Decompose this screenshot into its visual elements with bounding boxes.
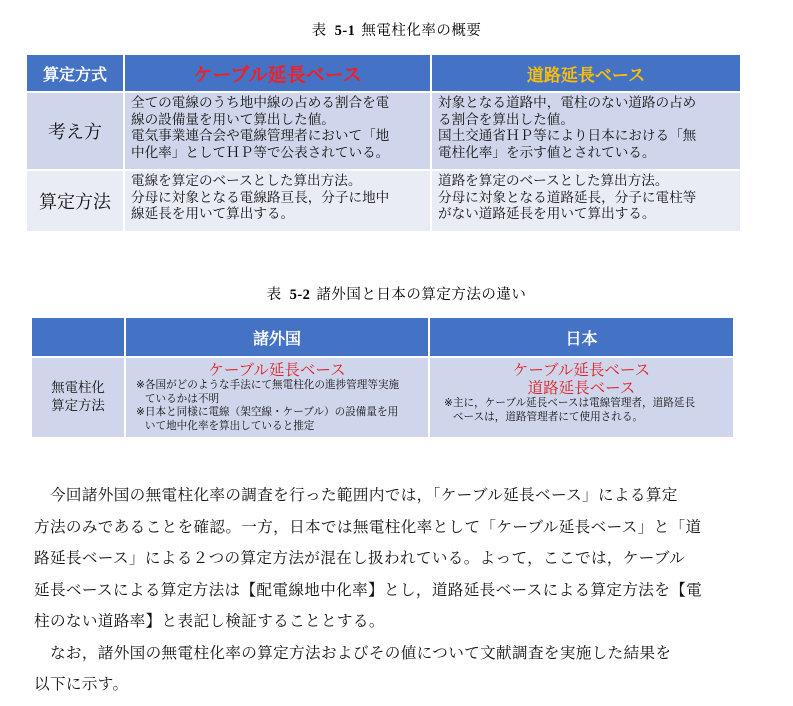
table1-row-label: 算定方法 (26, 170, 124, 232)
foreign-note (132, 379, 422, 433)
table1-row-concept (26, 92, 741, 170)
text-line: 方法のみであることを確認。一方，日本では無電柱化率として「ケーブル延長ベース」と「道 (34, 517, 702, 536)
table1-cable-cell (124, 92, 431, 170)
text-line: 日本と同様に電線（架空線・ケーブル）の設備量を用 (144, 406, 399, 418)
foreign-method: ケーブル延長ベース (208, 361, 346, 379)
table2-header-japan: 日本 (429, 317, 734, 357)
table2-row (31, 357, 734, 438)
body-text (34, 480, 754, 701)
paragraph (34, 638, 754, 701)
table2 (30, 316, 735, 439)
text-line: 路延長ベース」による２つの算定方法が混在し扱われている。よって，ここでは，ケーブル (34, 549, 686, 567)
note-mark: ※ (136, 406, 145, 418)
text-line: 電線を算定のベースとした算出方法。 (131, 173, 362, 189)
table1-header-road: 道路延長ベース (431, 54, 741, 92)
text-line: ているかは不明 (144, 392, 220, 405)
table1-caption (0, 19, 793, 40)
table1-header-row (26, 54, 741, 92)
text-line: ベースは，道路管理者にて使用される。 (452, 410, 644, 423)
text-line: がない道路延長を用いて算出する。 (438, 206, 656, 222)
text-line: 主に，ケーブル延長ベースは電線管理者，道路延長 (452, 397, 696, 409)
table1-caption-title: 無電柱化率の概要 (361, 23, 482, 39)
japan-note (436, 397, 727, 424)
table1-road-cell (431, 92, 741, 170)
table1-header-cable: ケーブル延長ベース (124, 54, 431, 92)
text-line: 道路を算定のベースとした算出方法。 (438, 173, 669, 189)
japan-method-cable: ケーブル延長ベース (512, 361, 651, 379)
table2-header-foreign: 諸外国 (125, 317, 429, 357)
table1 (25, 53, 742, 233)
table2-caption-prefix: 表 (266, 287, 282, 303)
note-mark: ※ (444, 397, 453, 409)
text-line: 線延長を用いて算出する。 (131, 206, 295, 222)
table2-japan-cell (429, 357, 734, 438)
table2-caption-title: 諸外国と日本の算定方法の違い (316, 287, 527, 303)
table2-row-label (31, 357, 125, 438)
table1-header-label: 算定方式 (26, 54, 124, 92)
table1-cable-cell (124, 170, 431, 232)
text-line: 電気事業連合会や電線管理者において「地 (131, 128, 390, 144)
table1-row-label: 考え方 (26, 92, 124, 170)
table1-road-cell (431, 170, 741, 232)
text-line: 算定方法 (51, 398, 105, 414)
text-line: 以下に示す。 (34, 675, 129, 693)
text-line: 分母に対象となる電線路亘長，分子に地中 (131, 189, 390, 206)
table2-foreign-cell (125, 357, 429, 438)
text-line: 今回諸外国の無電柱化率の調査を行った範囲内では，「ケーブル延長ベース」による算定 (34, 486, 678, 504)
text-line: 分母に対象となる道路延長，分子に電柱等 (438, 189, 697, 206)
text-line: 無電柱化 (51, 380, 105, 396)
text-line: 柱のない道路率】と表記し検証することとする。 (34, 612, 385, 630)
paragraph (34, 480, 754, 638)
table2-header-row (31, 317, 734, 357)
text-line: 全ての電線のうち地中線の占める割合を電 (131, 95, 390, 111)
text-line: 各国がどのような手法にて無電柱化の進捗管理等実施 (144, 379, 400, 391)
text-line: 線の設備量を用いて算出した値。 (131, 111, 335, 128)
table1-row-method (26, 170, 741, 232)
table2-header-empty (31, 317, 125, 357)
text-line: いて地中化率を算出していると推定 (144, 419, 315, 432)
table2-caption (0, 283, 793, 304)
japan-method-road: 道路延長ベース (527, 379, 636, 397)
table1-caption-number: 5-1 (334, 23, 356, 39)
table1-caption-prefix: 表 (311, 23, 327, 39)
text-line: 電柱化率」を示す値とされている。 (438, 144, 656, 161)
text-line: る割合を算出した値。 (438, 111, 574, 128)
table2-caption-number: 5-2 (289, 287, 311, 303)
text-line: 延長ベースによる算定方法は【配電線地中化率】とし，道路延長ベースによる算定方法を【電 (34, 580, 703, 599)
text-line: 対象となる道路中，電柱のない道路の占め (438, 95, 697, 111)
note-mark: ※ (136, 379, 145, 391)
text-line: 国土交通省ＨＰ等により日本における「無 (438, 128, 697, 144)
text-line: なお，諸外国の無電柱化率の算定方法およびその値について文献調査を実施した結果を (34, 643, 672, 662)
text-line: 中化率」としてＨＰ等で公表されている。 (131, 144, 390, 161)
